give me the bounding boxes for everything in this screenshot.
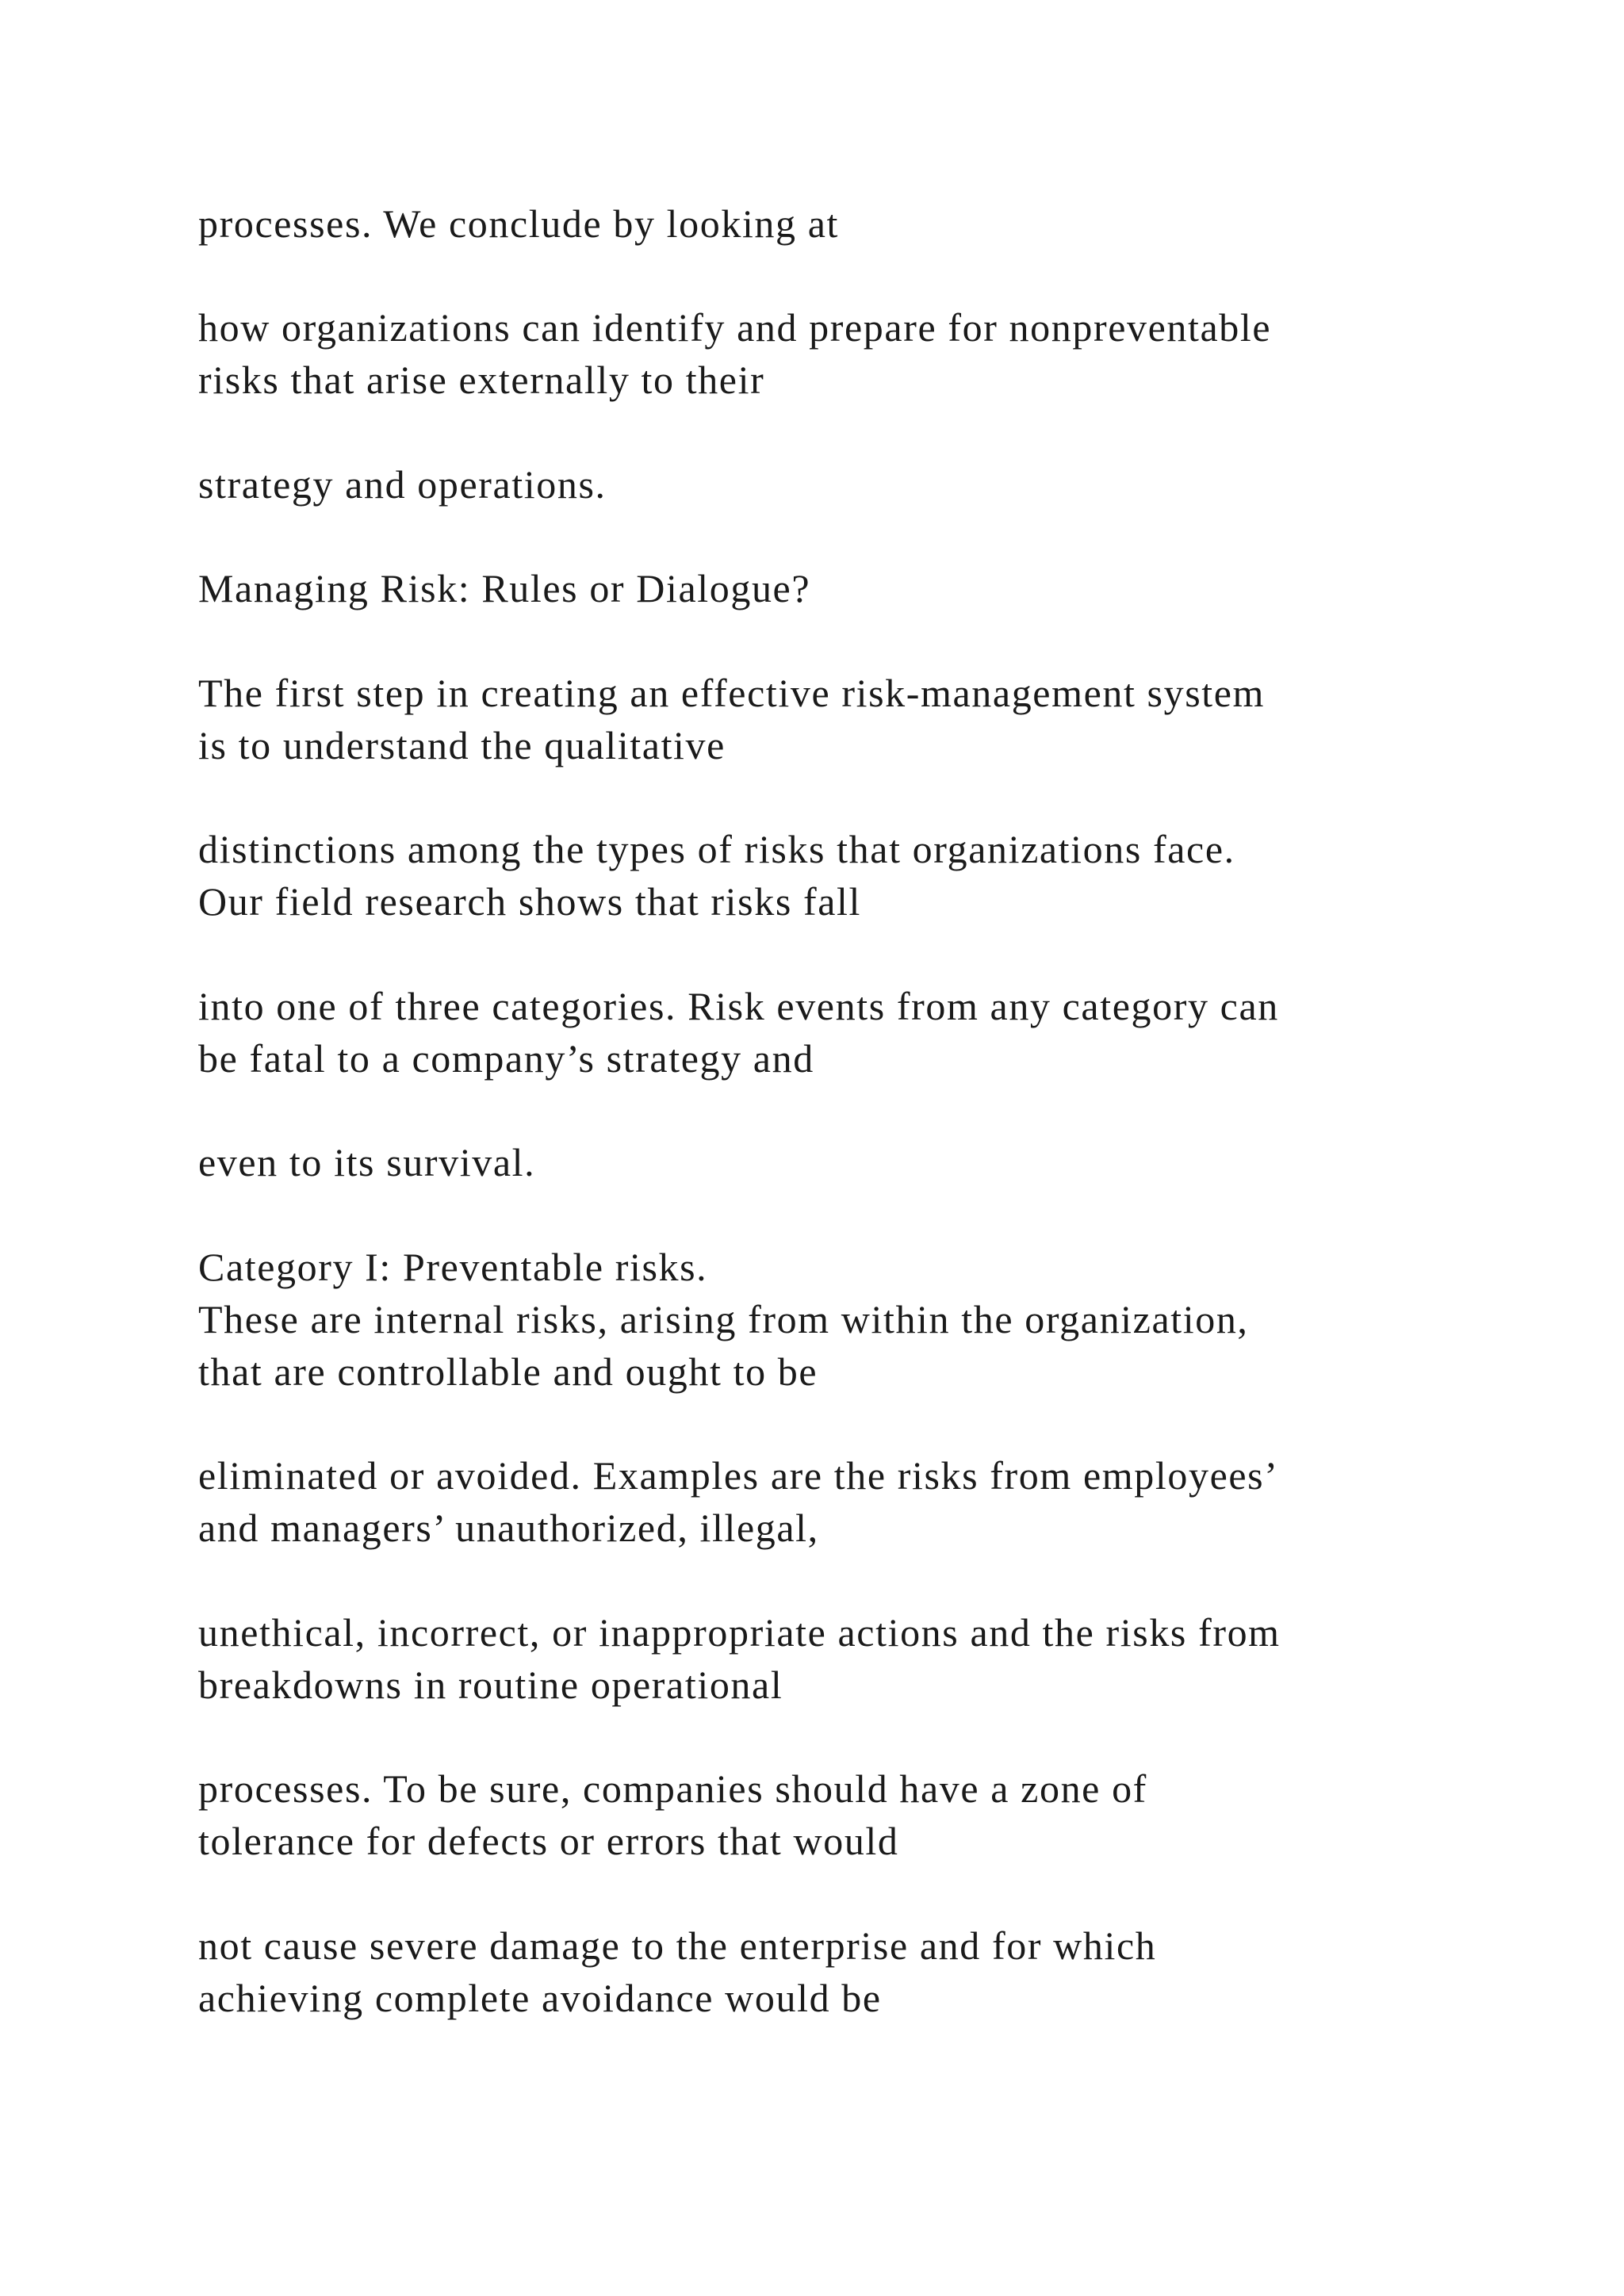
text-line: unethical, incorrect, or inappropriate actions and the risks from [198,1610,1281,1655]
text-line: strategy and operations. [198,462,607,507]
text-line: These are internal risks, arising from within the organization, [198,1297,1249,1341]
text-line: The first step in creating an effective risk-management system [198,671,1266,715]
text-line: that are controllable and ought to be [198,1349,818,1394]
text-line: eliminated or avoided. Examples are the risks from employees’ [198,1453,1279,1498]
text-line: how organizations can identify and prepare for nonpreventable [198,305,1272,350]
text-line: not cause severe damage to the enterprise and for which [198,1923,1157,1968]
text-line: breakdowns in routine operational [198,1663,783,1707]
text-line: Our field research shows that risks fall [198,879,861,924]
text-line: achieving complete avoidance would be [198,1976,882,2020]
section-heading: Managing Risk: Rules or Dialogue? [198,566,811,610]
text-line: processes. We conclude by looking at [198,201,840,246]
text-line: processes. To be sure, companies should have a zone of [198,1766,1147,1811]
text-line: and managers’ unauthorized, illegal, [198,1506,819,1550]
text-line: distinctions among the types of risks that organizations face. [198,827,1235,871]
category-heading: Category I: Preventable risks. [198,1245,708,1289]
text-line: into one of three categories. Risk events from any category can [198,984,1279,1028]
text-line: be fatal to a company’s strategy and [198,1036,814,1081]
text-line: risks that arise externally to their [198,358,765,402]
text-line: is to understand the qualitative [198,723,726,767]
text-line: even to its survival. [198,1140,536,1184]
text-line: tolerance for defects or errors that would [198,1819,899,1863]
